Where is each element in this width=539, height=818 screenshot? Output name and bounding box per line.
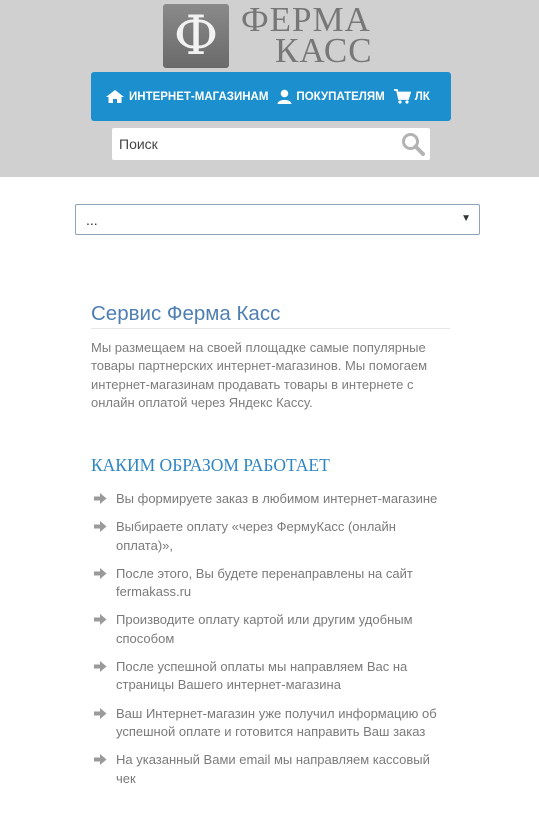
nav-item-label: ЛК — [414, 90, 430, 103]
list-item-text: На указанный Вами email мы направляем кассовый чек — [116, 752, 430, 786]
how-it-works-heading: КАКИМ ОБРАЗОМ РАБОТАЕТ — [91, 455, 330, 475]
arrow-right-icon — [94, 568, 107, 579]
nav-item-label: ИНТЕРНЕТ-МАГАЗИНАМ — [129, 90, 269, 103]
arrow-right-icon — [94, 661, 107, 672]
search-icon[interactable] — [401, 132, 425, 156]
chevron-down-icon: ▼ — [461, 213, 471, 224]
nav-item-label: ПОКУПАТЕЛЯМ — [296, 90, 385, 103]
logo-line-1: ФЕРМА — [241, 0, 371, 39]
list-item-text: Ваш Интернет-магазин уже получил информацию об успешной оплате и готовится направить Ваш заказ — [116, 705, 437, 739]
search-input[interactable] — [112, 128, 392, 160]
list-item — [91, 518, 453, 555]
list-item — [91, 751, 453, 788]
arrow-right-icon — [94, 754, 107, 765]
home-icon — [105, 89, 125, 104]
list-item-text: После этого, Вы будете перенаправлены на сайт fermakass.ru — [116, 565, 413, 600]
arrow-right-icon — [94, 614, 107, 625]
arrow-right-icon — [94, 493, 107, 504]
logo-text[interactable] — [241, 0, 373, 70]
category-select[interactable] — [75, 204, 480, 235]
arrow-right-icon — [94, 708, 107, 719]
list-item — [91, 565, 453, 602]
cart-icon — [394, 89, 411, 104]
main-nav — [91, 72, 451, 121]
list-item-text: Вы формируете заказ в любимом интернет-магазине — [116, 491, 438, 506]
list-item — [91, 705, 453, 742]
intro-text: Мы размещаем на своей площадке самые популярные товары партнерских интернет-магазинов. Мы помогаем интернет-магазинам продавать товары в интернете с онлайн оплатой через Яндекс Кассу. — [91, 340, 428, 411]
title-divider — [91, 328, 450, 329]
arrow-right-icon — [94, 521, 107, 532]
nav-item-buyers[interactable] — [277, 89, 384, 104]
list-item-text: Выбираете оплату «через ФермуКасс (онлайн оплата)», — [116, 519, 396, 553]
logo-line-2: КАСС — [275, 31, 373, 70]
list-item — [91, 611, 453, 648]
list-item-text: После успешной оплаты мы направляем Вас на страницы Вашего интернет-магазина — [116, 659, 408, 693]
list-item — [91, 490, 453, 508]
list-item — [91, 658, 453, 695]
list-item-text: Производите оплату картой или другим удобным способом — [116, 612, 413, 646]
header-area — [0, 0, 539, 177]
user-icon — [277, 89, 292, 104]
nav-item-account[interactable] — [394, 89, 430, 104]
steps-list — [91, 490, 453, 798]
select-value: ... — [86, 211, 98, 228]
nav-item-shops[interactable] — [105, 89, 268, 104]
search-box — [112, 128, 430, 160]
page-title: Сервис Ферма Касс — [91, 302, 281, 325]
logo-icon[interactable]: Ф — [163, 4, 229, 68]
